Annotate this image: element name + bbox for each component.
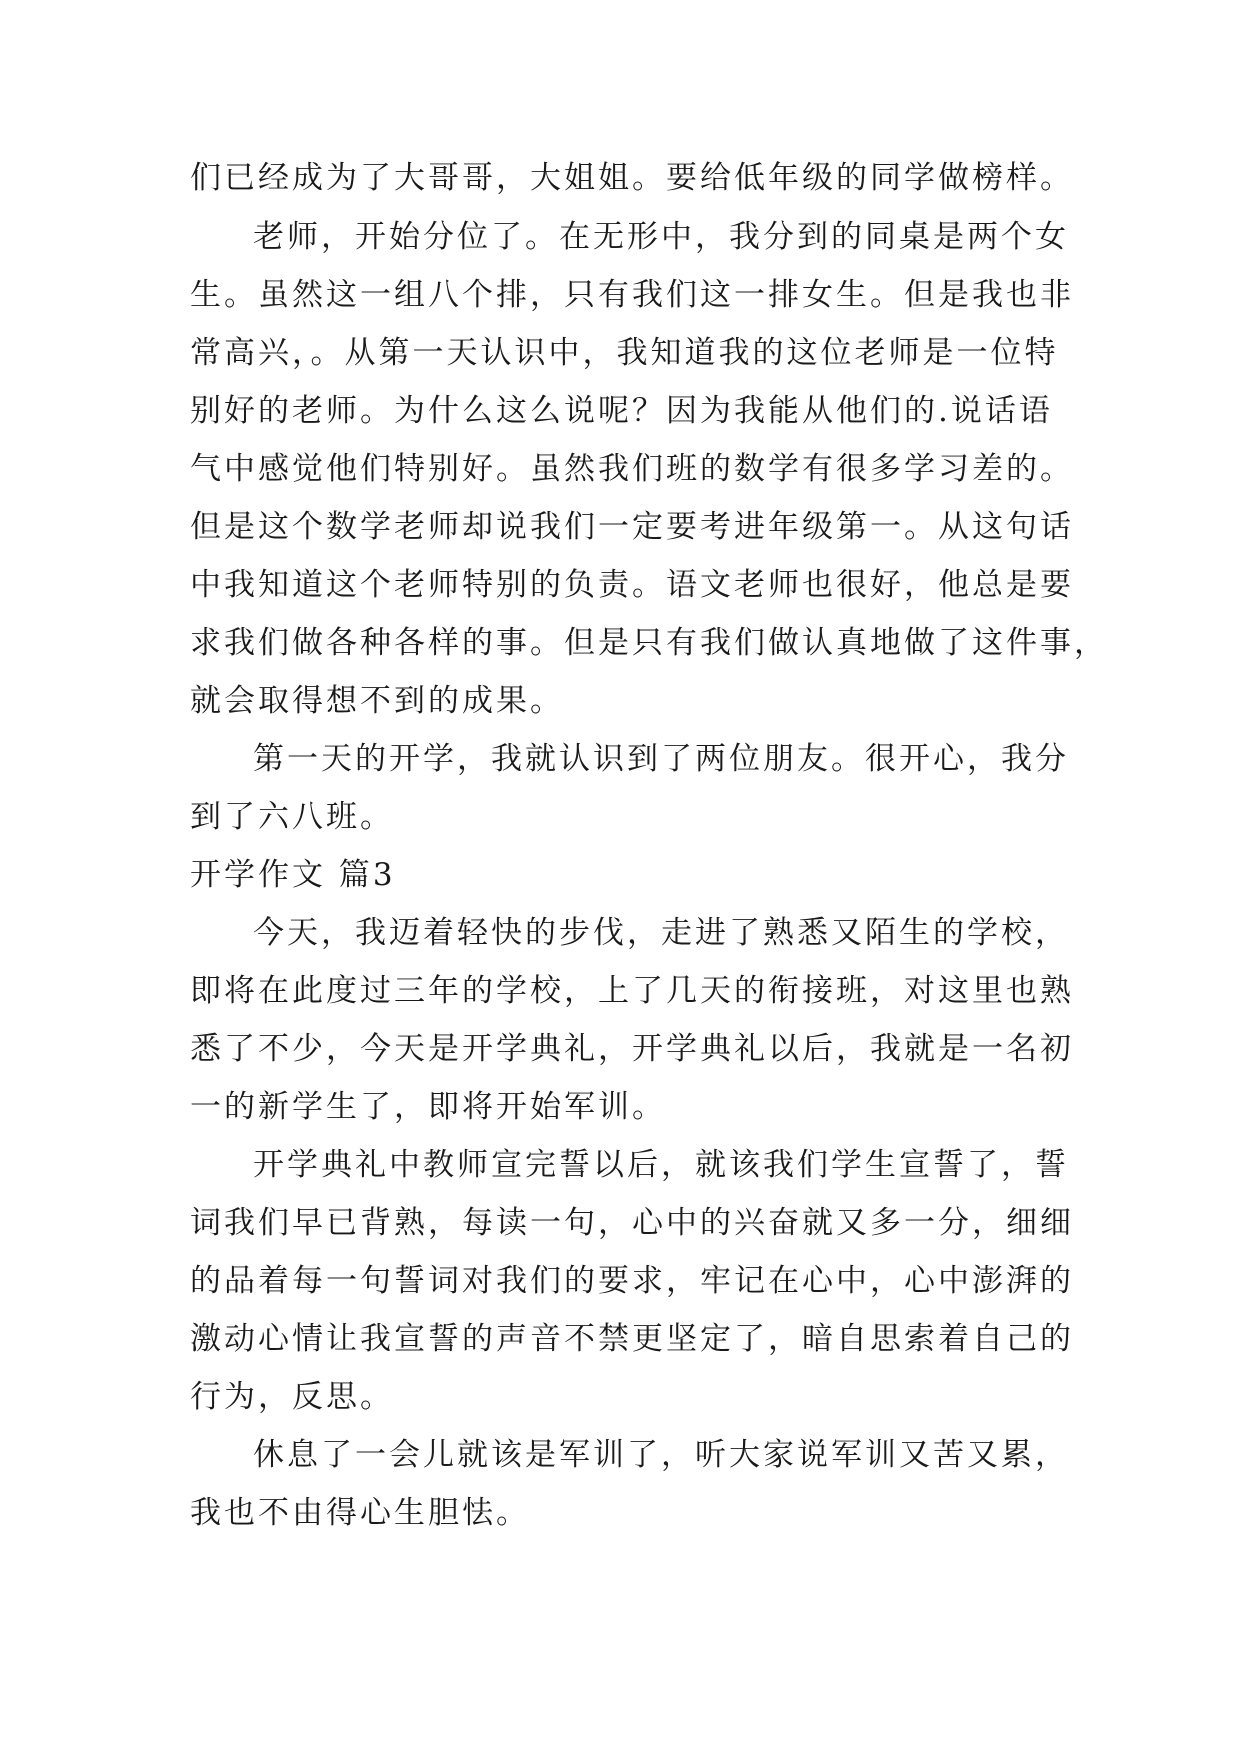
paragraph-start-line: 休息了一会儿就该是军训了，听大家说军训又苦又累， bbox=[253, 1437, 1069, 1473]
text-line: 生。虽然这一组八个排，只有我们这一排女生。但是我也非 bbox=[190, 277, 1074, 313]
paragraph-start-line: 今天，我迈着轻快的步伐，走进了熟悉又陌生的学校， bbox=[253, 915, 1069, 951]
text-line: 即将在此度过三年的学校，上了几天的衔接班，对这里也熟 bbox=[190, 973, 1074, 1009]
text-line: 常高兴，。从第一天认识中，我知道我的这位老师是一位特 bbox=[190, 335, 1059, 371]
paragraph-start-line: 第一天的开学，我就认识到了两位朋友。很开心，我分 bbox=[253, 741, 1069, 777]
text-line: 悉了不少，今天是开学典礼，开学典礼以后，我就是一名初 bbox=[190, 1031, 1074, 1067]
text-line: 求我们做各种各样的事。但是只有我们做认真地做了这件事， bbox=[190, 625, 1108, 661]
text-line: 别好的老师。为什么这么说呢？因为我能从他们的.说话语 bbox=[190, 393, 1053, 429]
text-line: 就会取得想不到的成果。 bbox=[190, 683, 564, 719]
section-heading: 开学作文 篇3 bbox=[190, 857, 396, 893]
text-line: 一的新学生了，即将开始军训。 bbox=[190, 1089, 666, 1125]
text-line: 的品着每一句誓词对我们的要求，牢记在心中，心中澎湃的 bbox=[190, 1263, 1074, 1299]
text-line: 我也不由得心生胆怯。 bbox=[190, 1495, 530, 1531]
text-line: 词我们早已背熟，每读一句，心中的兴奋就又多一分，细细 bbox=[190, 1205, 1074, 1241]
text-line: 行为，反思。 bbox=[190, 1379, 394, 1415]
text-line: 到了六八班。 bbox=[190, 799, 394, 835]
text-line: 气中感觉他们特别好。虽然我们班的数学有很多学习差的。 bbox=[190, 451, 1074, 487]
paragraph-start-line: 老师，开始分位了。在无形中，我分到的同桌是两个女 bbox=[253, 219, 1069, 255]
text-line: 们已经成为了大哥哥，大姐姐。要给低年级的同学做榜样。 bbox=[190, 160, 1074, 196]
text-line: 中我知道这个老师特别的负责。语文老师也很好，他总是要 bbox=[190, 567, 1074, 603]
text-line: 激动心情让我宣誓的声音不禁更坚定了，暗自思索着自己的 bbox=[190, 1321, 1074, 1357]
text-line: 但是这个数学老师却说我们一定要考进年级第一。从这句话 bbox=[190, 509, 1074, 545]
paragraph-start-line: 开学典礼中教师宣完誓以后，就该我们学生宣誓了，誓 bbox=[253, 1147, 1069, 1183]
